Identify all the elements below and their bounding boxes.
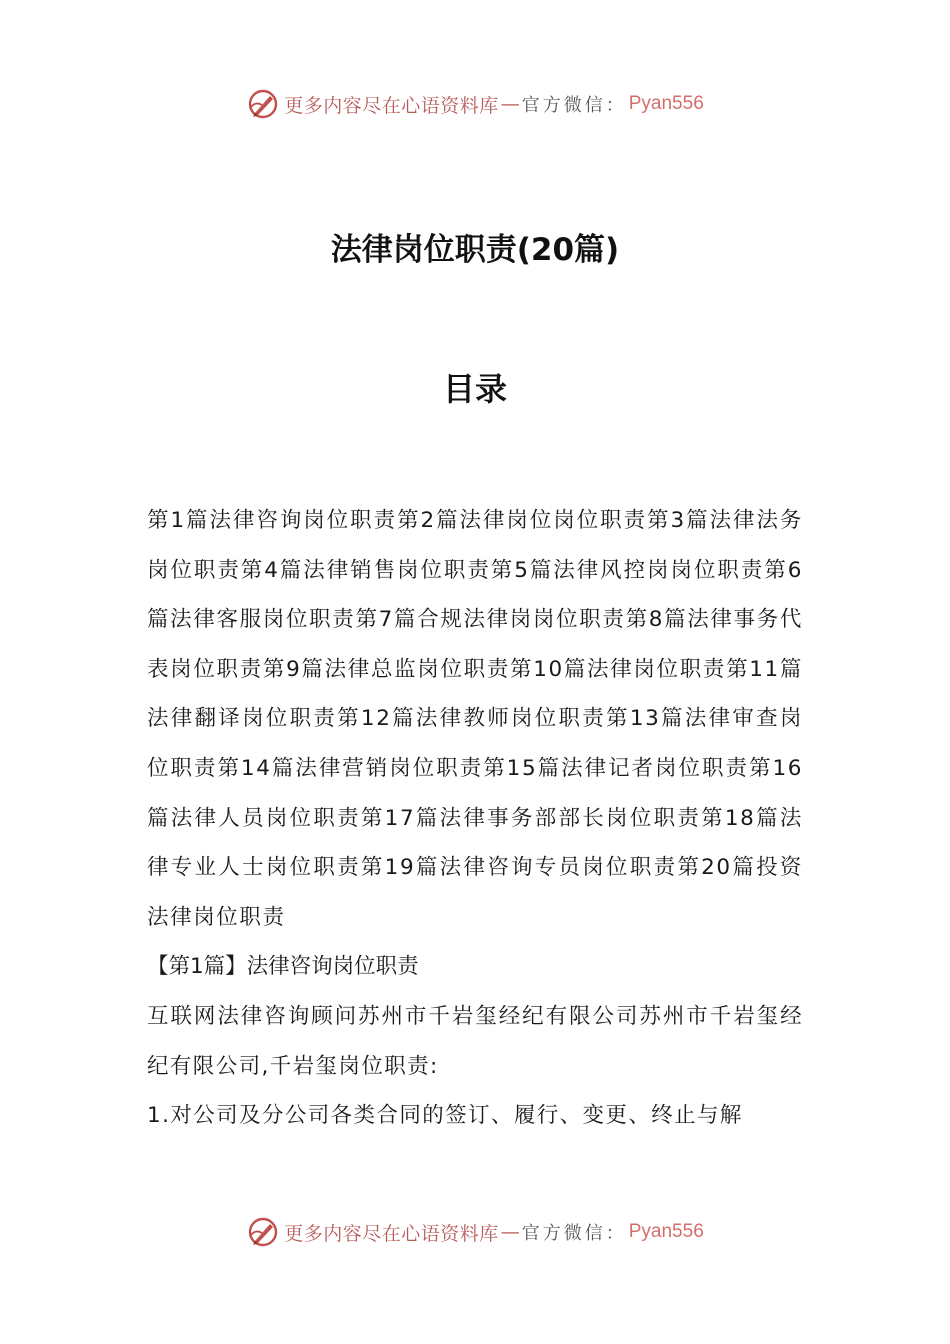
pen-logo-icon (246, 1215, 280, 1249)
watermark-text: 更多内容尽在心语资料库 (284, 1222, 499, 1245)
document-title: 法律岗位职责(20篇) (330, 232, 620, 268)
watermark-text: 更多内容尽在心语资料库 (284, 94, 499, 117)
watermark-official-label: 官方微信： (521, 1223, 627, 1244)
watermark-banner-bottom (0, 1212, 950, 1252)
section-1-heading: 【第1篇】法律咨询岗位职责 (147, 954, 419, 980)
toc-list: 第1篇法律咨询岗位职责第2篇法律岗位岗位职责第3篇法律法务岗位职责第4篇法律销售岗位职责第5篇法律风控岗岗位职责第6篇法律客服岗位职责第7篇合规法律岗岗位职责第8篇法律事务代表岗位职责第9篇法律总监岗位职责第10篇法律岗位职责第11篇法律翻译岗位职责第12篇法律教师岗位职责第13篇法律审查岗位职责第14篇法律营销岗位职责第15篇法律记者岗位职责第16篇法律人员岗位职责第17篇法律事务部部长岗位职责第18篇法律专业人士岗位职责第19篇法律咨询专员岗位职责第20篇投资法律岗位职责 (147, 508, 803, 930)
section-1-item-1: 1.对公司及分公司各类合同的签订、履行、变更、终止与解 (147, 1103, 743, 1129)
watermark-wechat-id: Pyan556 (628, 1221, 704, 1242)
watermark-wechat-id: Pyan556 (628, 93, 704, 114)
pen-logo-icon (246, 87, 280, 121)
document-body (147, 496, 803, 1141)
watermark-dash: — (500, 93, 520, 115)
watermark-banner-top (0, 84, 950, 124)
watermark-dash: — (500, 1221, 520, 1243)
section-1-intro: 互联网法律咨询顾问苏州市千岩玺经纪有限公司苏州市千岩玺经纪有限公司,千岩玺岗位职责: (147, 1003, 803, 1079)
watermark-official-label: 官方微信： (521, 95, 627, 116)
toc-heading: 目录 (442, 370, 507, 408)
